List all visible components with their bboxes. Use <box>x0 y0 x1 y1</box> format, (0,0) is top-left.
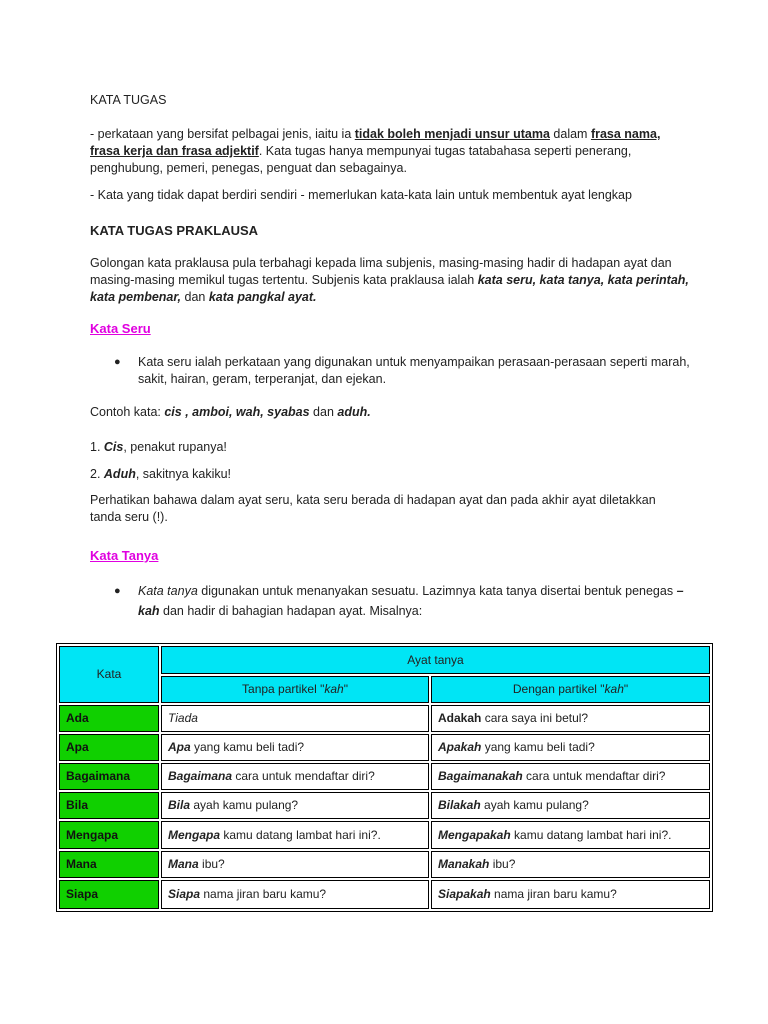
cell-text: kamu datang lambat hari ini?. <box>510 827 672 842</box>
header-text: kah <box>324 682 344 696</box>
text-run: , penakut rupanya! <box>123 440 227 454</box>
document-body <box>90 92 690 621</box>
cell-keyword: Bila <box>168 798 191 812</box>
cell-tanpa-kah <box>161 705 429 732</box>
cell-tanpa-kah <box>161 763 429 790</box>
cell-tanpa-kah <box>161 821 429 849</box>
text-run: . Kata tugas hanya mempunyai tugas tatabahasa seperti penerang, penghubung, pemeri, penegas, penguat dan sebagainya. <box>90 144 632 175</box>
cell-keyword: Siapa <box>168 887 201 901</box>
cell-kata: Siapa <box>59 880 159 909</box>
emphasis-text: frasa nama, frasa kerja dan frasa adjektif <box>90 127 661 158</box>
table-row <box>59 763 710 790</box>
text-run: dan hadir di bahagian hadapan ayat. Misalnya: <box>159 604 423 618</box>
cell-dengan-kah <box>431 705 710 732</box>
cell-text: nama jiran baru kamu? <box>200 887 327 901</box>
cell-text: ayah kamu pulang? <box>190 798 299 812</box>
cell-tanpa-kah <box>161 851 429 878</box>
table-row <box>59 734 710 761</box>
cell-keyword: Mana <box>168 857 199 871</box>
contoh-kata <box>90 404 690 421</box>
bullet-kata-seru <box>90 354 690 388</box>
cell-dengan-kah <box>431 880 710 909</box>
text-run: Golongan kata praklausa pula terbahagi kepada lima subjenis, masing-masing hadir di hadapan ayat dan masing-masing memikul tugas tertentu. Subjenis kata praklausa ialah <box>90 256 672 287</box>
cell-kata: Bagaimana <box>59 763 159 790</box>
text-run: Contoh kata: <box>90 405 165 419</box>
cell-text: cara untuk mendaftar diri? <box>232 769 375 783</box>
bullet-kata-tanya <box>90 581 690 621</box>
cell-text: ibu? <box>489 857 516 871</box>
cell-kata: Ada <box>59 705 159 732</box>
emphasis-text: kata pangkal ayat. <box>208 290 317 304</box>
kata-tanya-table <box>56 643 713 912</box>
paragraph-dependency: - Kata yang tidak dapat berdiri sendiri - memerlukan kata-kata lain untuk membentuk ayat lengkap <box>90 188 632 202</box>
cell-kata: Mengapa <box>59 821 159 849</box>
example-2 <box>90 466 690 483</box>
cell-keyword: Bilakah <box>438 798 481 812</box>
cell-dengan-kah <box>431 763 710 790</box>
header-text: " <box>623 682 629 696</box>
heading-praklausa: KATA TUGAS PRAKLAUSA <box>90 223 259 238</box>
cell-kata: Bila <box>59 792 159 819</box>
paragraph-note-seru: Perhatikan bahawa dalam ayat seru, kata seru berada di hadapan ayat dan pada akhir ayat diletakkan tanda seru (!). <box>90 493 656 524</box>
table-row <box>59 792 710 819</box>
emphasis-text: Aduh <box>103 467 136 481</box>
cell-text: nama jiran baru kamu? <box>490 887 617 901</box>
table-row <box>59 851 710 878</box>
cell-tanpa-kah <box>161 880 429 909</box>
text-run: dan <box>181 290 209 304</box>
header-ayat-tanya: Ayat tanya <box>161 646 710 674</box>
text-run: 2. <box>90 467 104 481</box>
emphasis-text: tidak boleh menjadi unsur utama <box>354 127 550 141</box>
cell-keyword: Bagaimana <box>168 769 233 783</box>
paragraph-praklausa <box>90 255 690 306</box>
text-run: , sakitnya kakiku! <box>135 467 232 481</box>
emphasis-text: kata seru, kata tanya, kata perintah, kata pembenar, <box>90 273 689 304</box>
cell-dengan-kah <box>431 792 710 819</box>
cell-dengan-kah <box>431 821 710 849</box>
cell-text: cara saya ini betul? <box>481 711 589 725</box>
cell-tanpa-kah <box>161 792 429 819</box>
cell-text: cara untuk mendaftar diri? <box>522 769 666 783</box>
header-text: " <box>343 682 348 696</box>
text-run: dalam <box>549 127 591 141</box>
cell-keyword: Tiada <box>168 711 198 725</box>
example-1 <box>90 439 690 456</box>
cell-text: ibu? <box>198 857 225 871</box>
table-row <box>59 705 710 732</box>
header-kata: Kata <box>59 646 159 703</box>
text-run: - perkataan yang bersifat pelbagai jenis, iaitu ia <box>90 127 355 141</box>
cell-text: ayah kamu pulang? <box>480 798 589 812</box>
paragraph-definition <box>90 126 690 177</box>
header-text: Tanpa partikel " <box>242 682 325 696</box>
emphasis-text: cis , amboi, wah, syabas <box>164 405 310 419</box>
bullet-icon: ● <box>114 585 121 597</box>
cell-text: yang kamu beli tadi? <box>190 740 305 754</box>
cell-keyword: Siapakah <box>438 887 491 901</box>
cell-keyword: Manakah <box>438 857 490 871</box>
heading-kata-tanya: Kata Tanya <box>90 548 159 563</box>
header-text: kah <box>604 682 624 696</box>
table-row <box>59 821 710 849</box>
bullet-text: Kata seru ialah perkataan yang digunakan untuk menyampaikan perasaan-perasaan seperti marah, sakit, hairan, geram, terperanjat, dan ejekan. <box>138 355 690 386</box>
doc-title: KATA TUGAS <box>90 93 167 107</box>
text-run: dan <box>309 405 338 419</box>
cell-tanpa-kah <box>161 734 429 761</box>
cell-keyword: Mengapakah <box>438 827 511 842</box>
header-text: Dengan partikel " <box>512 682 605 696</box>
cell-keyword: Bagaimanakah <box>438 769 523 783</box>
emphasis-text: aduh. <box>337 405 371 419</box>
cell-keyword: Adakah <box>438 711 482 725</box>
cell-kata: Apa <box>59 734 159 761</box>
cell-dengan-kah <box>431 851 710 878</box>
emphasis-text: Cis <box>103 440 124 454</box>
table-body <box>59 705 710 909</box>
bullet-icon: ● <box>114 356 121 368</box>
header-tanpa-partikel <box>161 676 429 703</box>
heading-kata-seru: Kata Seru <box>90 321 151 336</box>
cell-keyword: Apakah <box>438 740 482 754</box>
text-run: digunakan untuk menanyakan sesuatu. Lazimnya kata tanya disertai bentuk penegas <box>197 584 677 598</box>
table-row <box>59 880 710 909</box>
cell-text: kamu datang lambat hari ini?. <box>220 827 381 842</box>
cell-kata: Mana <box>59 851 159 878</box>
cell-keyword: Apa <box>168 740 191 754</box>
cell-text: yang kamu beli tadi? <box>481 740 595 754</box>
emphasis-text: Kata tanya <box>138 584 198 598</box>
emphasis-text: –kah <box>138 584 684 618</box>
cell-keyword: Mengapa <box>168 827 221 842</box>
text-run: 1. <box>90 440 104 454</box>
cell-dengan-kah <box>431 734 710 761</box>
header-dengan-partikel <box>431 676 710 703</box>
